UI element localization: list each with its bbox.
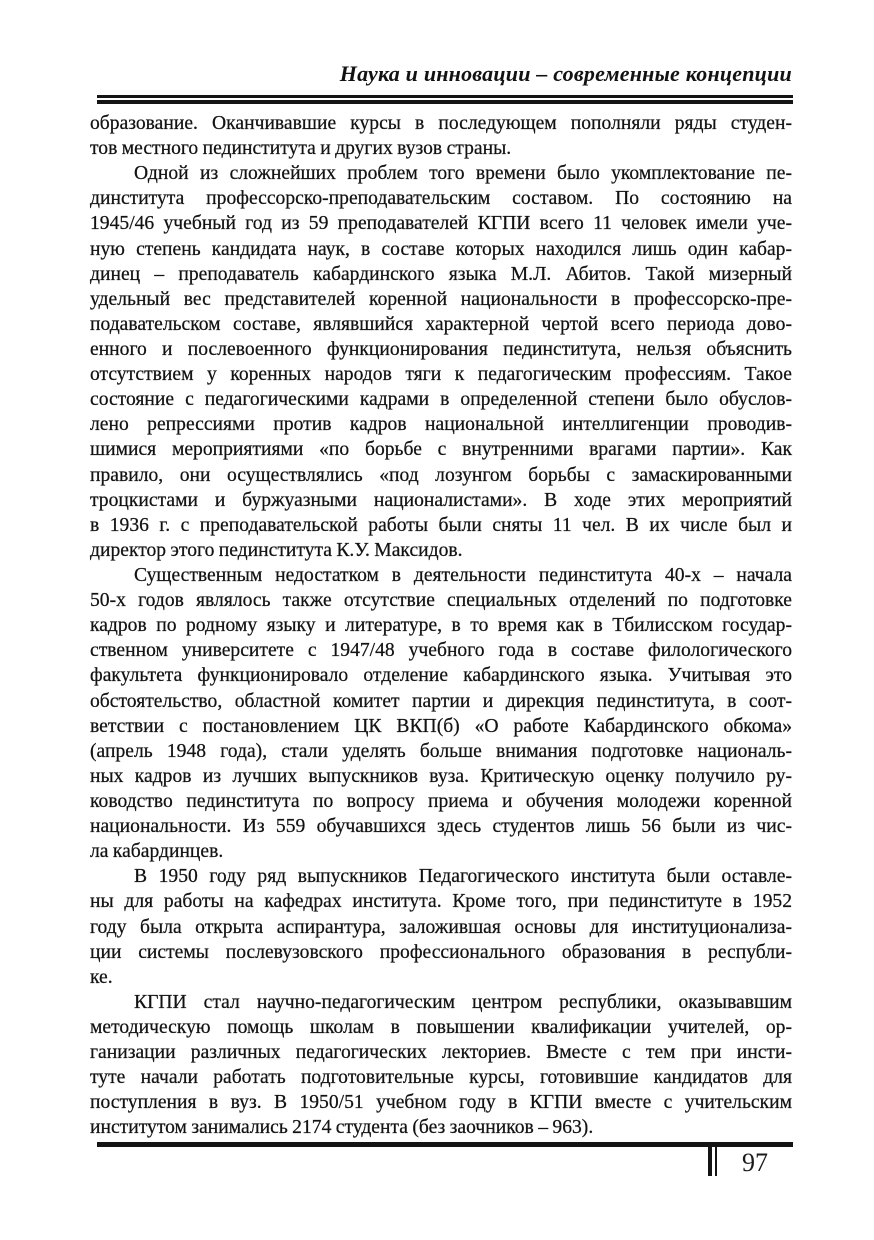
text-line: поступления в вуз. В 1950/51 учебном году в КГПИ вместе с учительским <box>90 1092 792 1114</box>
text-line: Одной из сложнейших проблем того времени было укомплектование пе- <box>134 163 792 185</box>
text-line: кадров по родному языку и литературе, в то время как в Тбилисском государ- <box>90 615 792 637</box>
text-line: тов местного пединститута и других вузов страны. <box>90 138 512 160</box>
text-line: шимися мероприятиями «по борьбе с внутренними врагами партии». Как <box>90 439 792 461</box>
text-line: ственном университете с 1947/48 учебного года в составе филологического <box>90 640 792 662</box>
text-line: Существенным недостатком в деятельности пединститута 40-х – начала <box>134 564 792 586</box>
text-line: директор этого пединститута К.У. Максидов. <box>90 539 463 561</box>
text-line: В 1950 году ряд выпускников Педагогического института были оставле- <box>134 866 792 888</box>
body-text <box>90 111 792 1140</box>
text-line: ны для работы на кафедрах института. Кроме того, при пединституте в 1952 <box>90 891 792 913</box>
text-line: отсутствием у коренных народов тяги к педагогическим профессиям. Такое <box>90 364 792 386</box>
text-line: динец – преподаватель кабардинского языка М.Л. Абитов. Такой мизерный <box>90 263 792 285</box>
text-line: ную степень кандидата наук, в составе которых находился лишь один кабар- <box>90 238 792 260</box>
text-line: удельный вес представителей коренной национальности в профессорско-пре- <box>90 288 792 310</box>
text-line: ветствии с постановлением ЦК ВКП(б) «О работе Кабардинского обкома» <box>90 715 792 737</box>
text-line: туте начали работать подготовительные курсы, готовившие кандидатов для <box>90 1067 792 1089</box>
text-line: лено репрессиями против кадров национальной интеллигенции проводив- <box>90 414 792 436</box>
text-line: (апрель 1948 года), стали уделять больше внимания подготовке националь- <box>90 740 792 762</box>
text-line: правило, они осуществлялись «под лозунгом борьбы с замаскированными <box>90 464 792 486</box>
header-double-rule <box>97 95 793 104</box>
text-line: ных кадров из лучших выпускников вуза. Критическую оценку получило ру- <box>90 765 792 787</box>
text-line: состояние с педагогическими кадрами в определенной степени было обуслов- <box>90 389 792 411</box>
text-line: ке. <box>90 966 113 988</box>
text-line: подавательском составе, являвшийся характерной чертой всего периода дово- <box>90 313 792 335</box>
text-line: 50-х годов являлось также отсутствие специальных отделений по подготовке <box>90 590 792 612</box>
text-line: 1945/46 учебный год из 59 преподавателей КГПИ всего 11 человек имели уче- <box>90 213 792 235</box>
text-line: факультета функционировало отделение кабардинского языка. Учитывая это <box>90 665 792 687</box>
text-line: году была открыта аспирантура, заложившая основы для институционализа- <box>90 916 792 938</box>
text-line: образование. Оканчивавшие курсы в последующем пополняли ряды студен- <box>90 113 792 134</box>
page-number: 97 <box>742 1148 768 1177</box>
text-line: обстоятельство, областной комитет партии и дирекция пединститута, в соот- <box>90 690 792 712</box>
text-line: динститута профессорско-преподавательским составом. По состоянию на <box>90 188 792 210</box>
footer-rule <box>97 1142 793 1147</box>
text-line: енного и послевоенного функционирования пединститута, нельзя объяснить <box>90 338 792 360</box>
text-line: КГПИ стал научно-педагогическим центром республики, оказывавшим <box>134 991 792 1013</box>
text-line: национальности. Из 559 обучавшихся здесь студентов лишь 56 были из чис- <box>90 816 792 838</box>
text-line: ла кабардинцев. <box>90 841 224 863</box>
text-line: ции системы послевузовского профессионального образования в республи- <box>90 941 792 963</box>
header-rule-thick-line <box>97 100 793 104</box>
text-line: методическую помощь школам в повышении квалификации учителей, ор- <box>90 1016 792 1038</box>
text-line: в 1936 г. с преподавательской работы были сняты 11 чел. В их числе был и <box>90 514 792 536</box>
text-line: институтом занимались 2174 студента (без заочников – 963). <box>90 1117 594 1139</box>
text-line: ководство пединститута по вопросу приема и обучения молодежи коренной <box>90 790 792 812</box>
text-line: троцкистами и буржуазными националистами». В ходе этих мероприятий <box>90 489 792 511</box>
text-line: ганизации различных педагогических лекториев. Вместе с тем при инсти- <box>90 1042 792 1064</box>
footer-double-tick <box>708 1142 717 1176</box>
running-header-title: Наука и инновации – современные концепции <box>339 61 792 86</box>
